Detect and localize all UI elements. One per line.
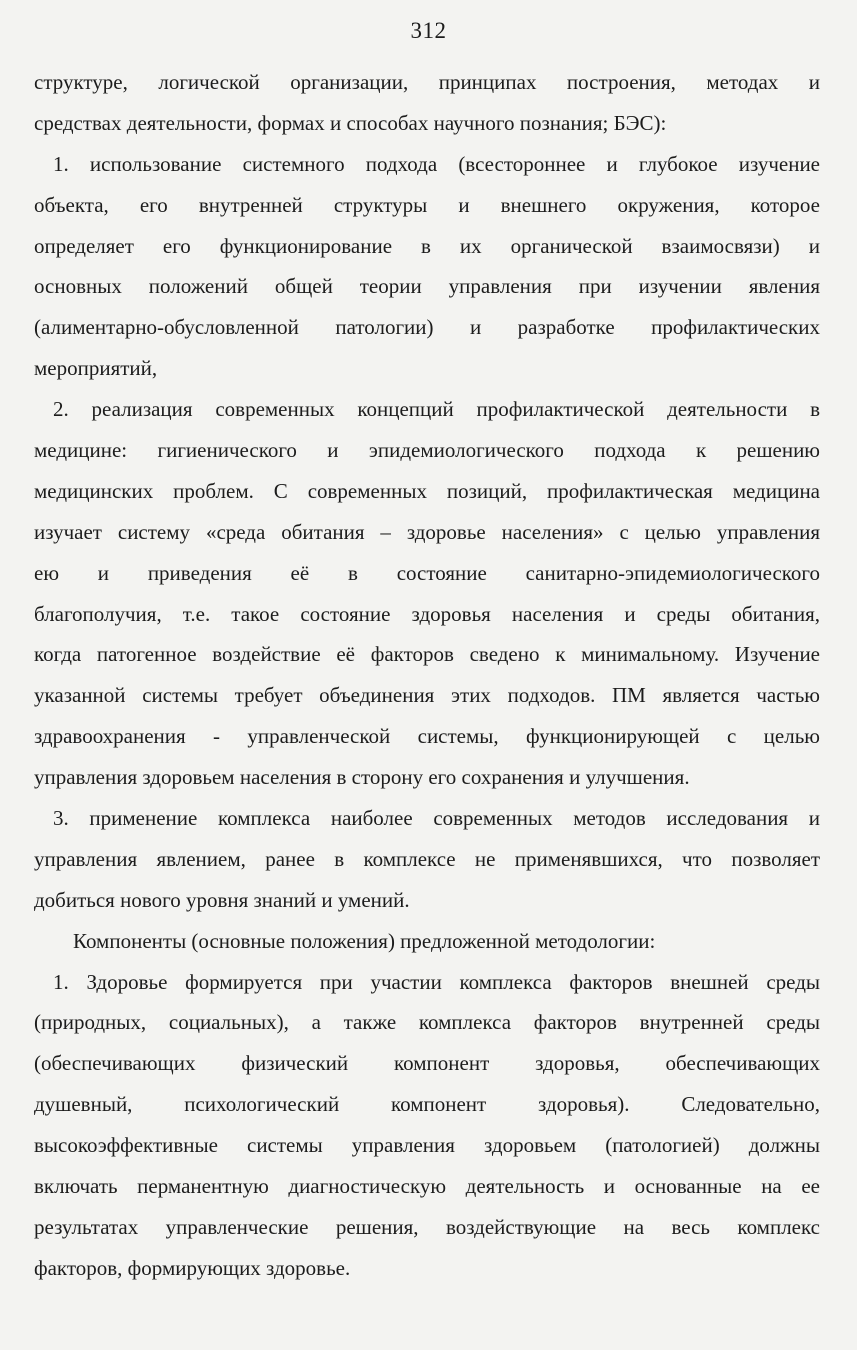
text-line: ею и приведения её в состояние санитарно-эпидемиологического — [34, 560, 820, 585]
text-line: включать перманентную диагностическую деятельность и основанные на ее — [34, 1174, 820, 1199]
text-line: (природных, социальных), а также комплекса факторов внутренней среды — [34, 1010, 820, 1035]
text-line: изучает систему «среда обитания – здоровье населения» с целью управления — [34, 519, 820, 544]
text-line: здравоохранения - управленческой системы, функционирующей с целью — [34, 724, 820, 749]
text-line: душевный, психологический компонент здоровья). Следовательно, — [34, 1092, 820, 1117]
text-line: 1. Здоровье формируется при участии комплекса факторов внешней среды — [53, 969, 820, 994]
text-line: объекта, его внутренней структуры и внешнего окружения, которое — [34, 192, 820, 217]
text-line: структуре, логической организации, принципах построения, методах и — [34, 70, 820, 94]
text-line: 1. использование системного подхода (всестороннее и глубокое изучение — [53, 151, 820, 176]
page-number: 312 — [410, 18, 447, 43]
text-line: высокоэффективные системы управления здоровьем (патологией) должны — [34, 1133, 820, 1158]
text-line: факторов, формирующих здоровье. — [34, 1255, 351, 1280]
text-line: управления явлением, ранее в комплексе не применявшихся, что позволяет — [34, 846, 820, 871]
text-line: управления здоровьем населения в сторону его сохранения и улучшения. — [34, 765, 690, 790]
text-line: Компоненты (основные положения) предложенной методологии: — [73, 928, 656, 953]
text-line: средствах деятельности, формах и способах научного познания; БЭС): — [34, 110, 667, 135]
text-line: определяет его функционирование в их органической взаимосвязи) и — [34, 233, 820, 258]
text-line: благополучия, т.е. такое состояние здоровья населения и среды обитания, — [34, 601, 820, 626]
text-line: добиться нового уровня знаний и умений. — [34, 887, 410, 912]
text-line: 2. реализация современных концепций профилактической деятельности в — [53, 397, 820, 422]
text-line: указанной системы требует объединения этих подходов. ПМ является частью — [34, 683, 820, 708]
body-text — [34, 62, 820, 1289]
text-line: (обеспечивающих физический компонент здоровья, обеспечивающих — [34, 1051, 820, 1076]
text-line: медицине: гигиенического и эпидемиологического подхода к решению — [34, 438, 820, 463]
text-line: результатах управленческие решения, воздействующие на весь комплекс — [34, 1214, 820, 1239]
text-line: когда патогенное воздействие её факторов сведено к минимальному. Изучение — [34, 642, 820, 667]
text-line: (алиментарно-обусловленной патологии) и разработке профилактических — [34, 315, 820, 340]
text-line: медицинских проблем. С современных позиций, профилактическая медицина — [34, 478, 820, 503]
text-line: 3. применение комплекса наиболее современных методов исследования и — [53, 806, 820, 831]
text-line: основных положений общей теории управления при изучении явления — [34, 274, 820, 299]
text-line: мероприятий, — [34, 356, 158, 381]
